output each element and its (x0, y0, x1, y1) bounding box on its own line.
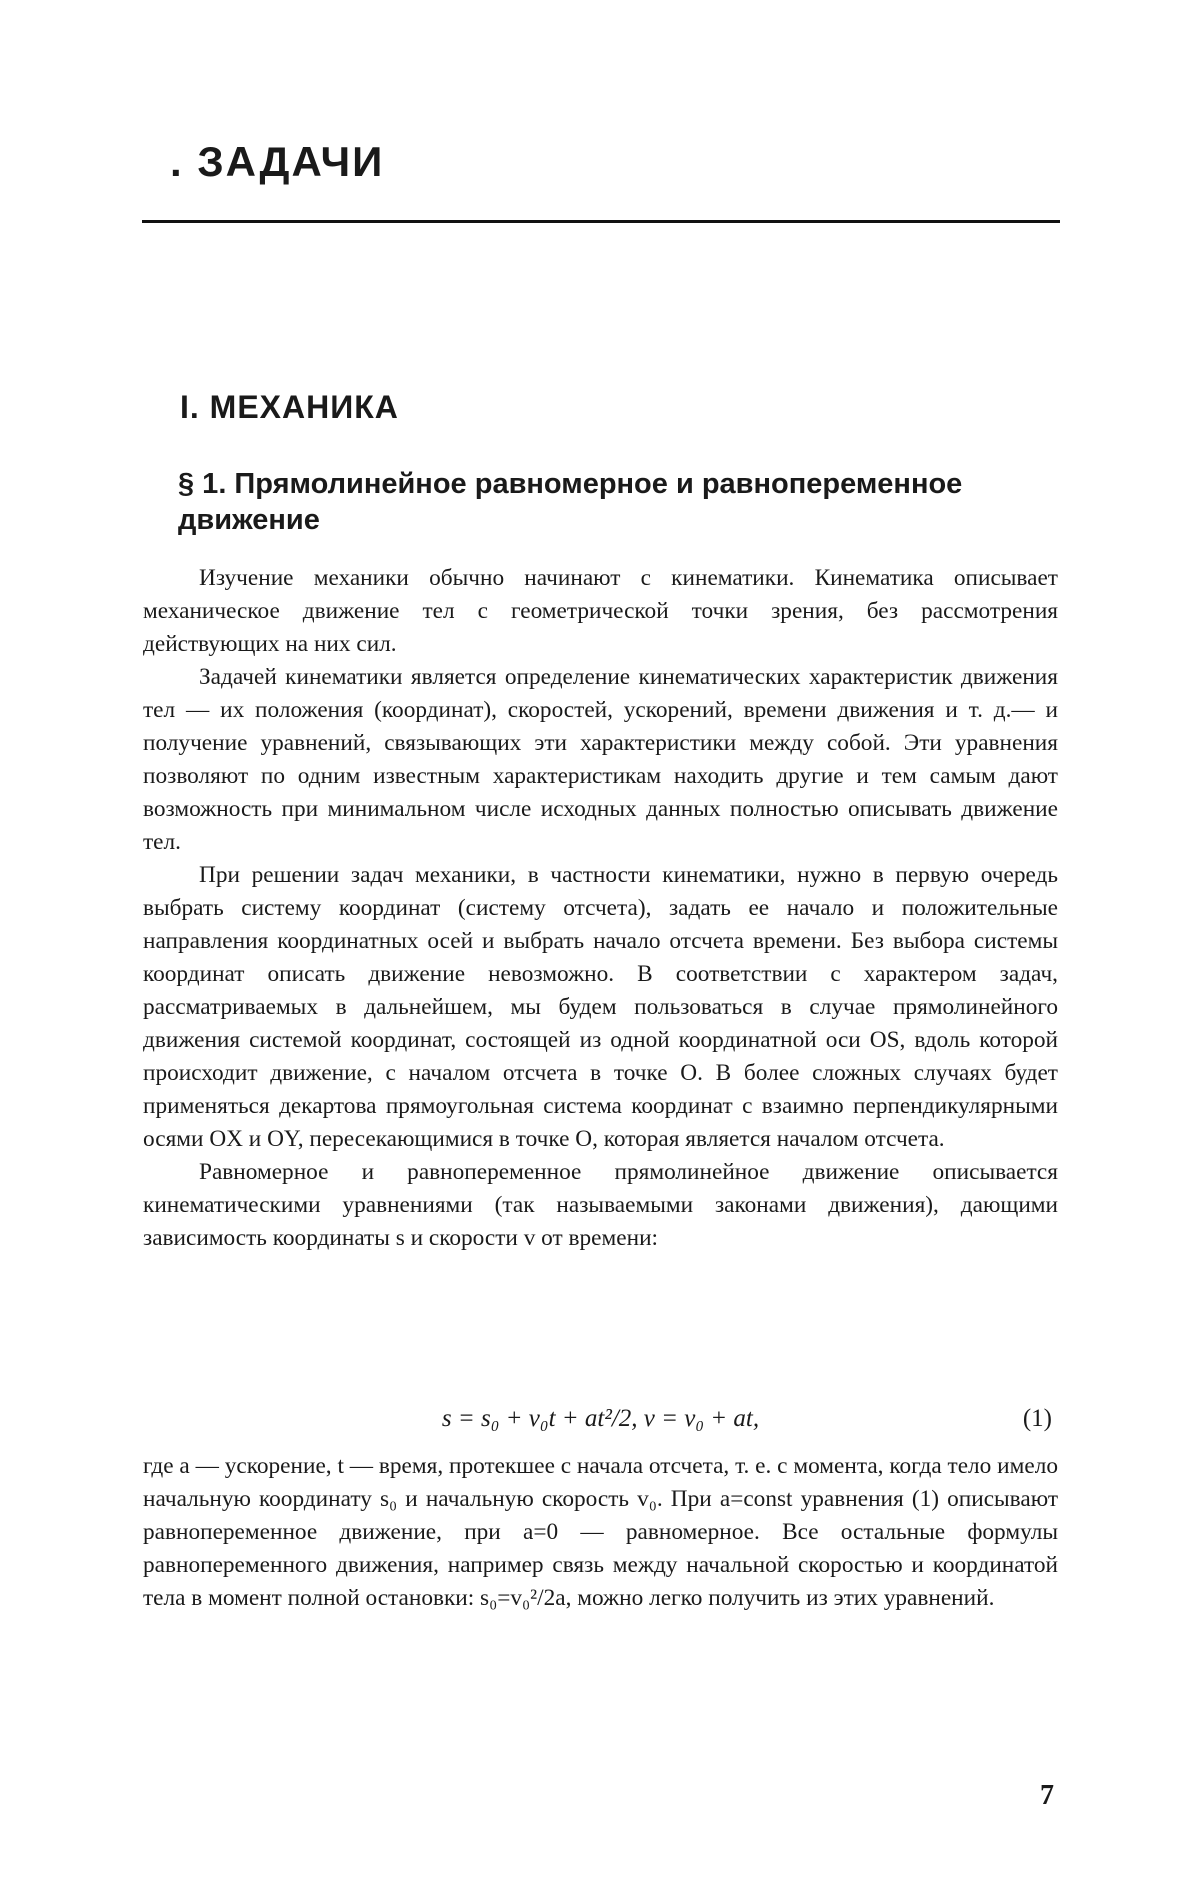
section-heading: § 1. Прямолинейное равномерное и равнопеременное движение (178, 468, 963, 536)
chapter-heading: I. МЕХАНИКА (180, 389, 399, 425)
body-text-block (143, 562, 1058, 1255)
page-number: 7 (1040, 1780, 1054, 1811)
equation-number: (1) (1022, 1405, 1052, 1432)
page-title: . ЗАДАЧИ (170, 138, 385, 185)
paragraph: где a — ускорение, t — время, протекшее с начала отсчета, т. е. с момента, когда тело имело начальную координату s₀ и начальную скорость v₀. При a=const уравнения (1) описывают равнопеременное движение, при a=0 — равномерное. Все остальные формулы равнопеременного движения, например связь между начальной скоростью и координатой тела в момент полной остановки: s₀=v₀²/2a, можно легко получить из этих уравнений. (143, 1453, 1058, 1611)
paragraph: При решении задач механики, в частности кинематики, нужно в первую очередь выбрать систему координат (систему отсчета), задать ее начало и положительные направления координатных осей и выбрать начало отсчета времени. Без выбора системы координат описать движение невозможно. В соответствии с характером задач, рассматриваемых в дальнейшем, мы будем пользоваться в случае прямолинейного движения системой координат, состоящей из одной координатной оси OS, вдоль которой происходит движение, с началом отсчета в точке O. В более сложных случаях будет применяться декартова прямоугольная система координат с взаимно перпендикулярными осями OX и OY, пересекающимися в точке O, которая является началом отсчета. (143, 862, 1058, 1152)
equation (143, 1405, 1058, 1441)
title-divider (142, 220, 1060, 223)
equation-text: s = s₀ + v₀t + at²/2, v = v₀ + at, (441, 1405, 760, 1432)
paragraph: Изучение механики обычно начинают с кинематики. Кинематика описывает механическое движение тел с геометрической точки зрения, без рассмотрения действующих на них сил. (143, 565, 1058, 657)
paragraph: Равномерное и равнопеременное прямолинейное движение описывается кинематическими уравнениями (так называемыми законами движения), дающими зависимость координаты s и скорости v от времени: (143, 1159, 1058, 1251)
body-text-block (143, 1450, 1058, 1615)
paragraph: Задачей кинематики является определение кинематических характеристик движения тел — их положения (координат), скоростей, ускорений, времени движения и т. д.— и получение уравнений, связывающих эти характеристики между собой. Эти уравнения позволяют по одним известным характеристикам находить другие и тем самым дают возможность при минимальном числе исходных данных полностью описывать движение тел. (143, 664, 1058, 855)
